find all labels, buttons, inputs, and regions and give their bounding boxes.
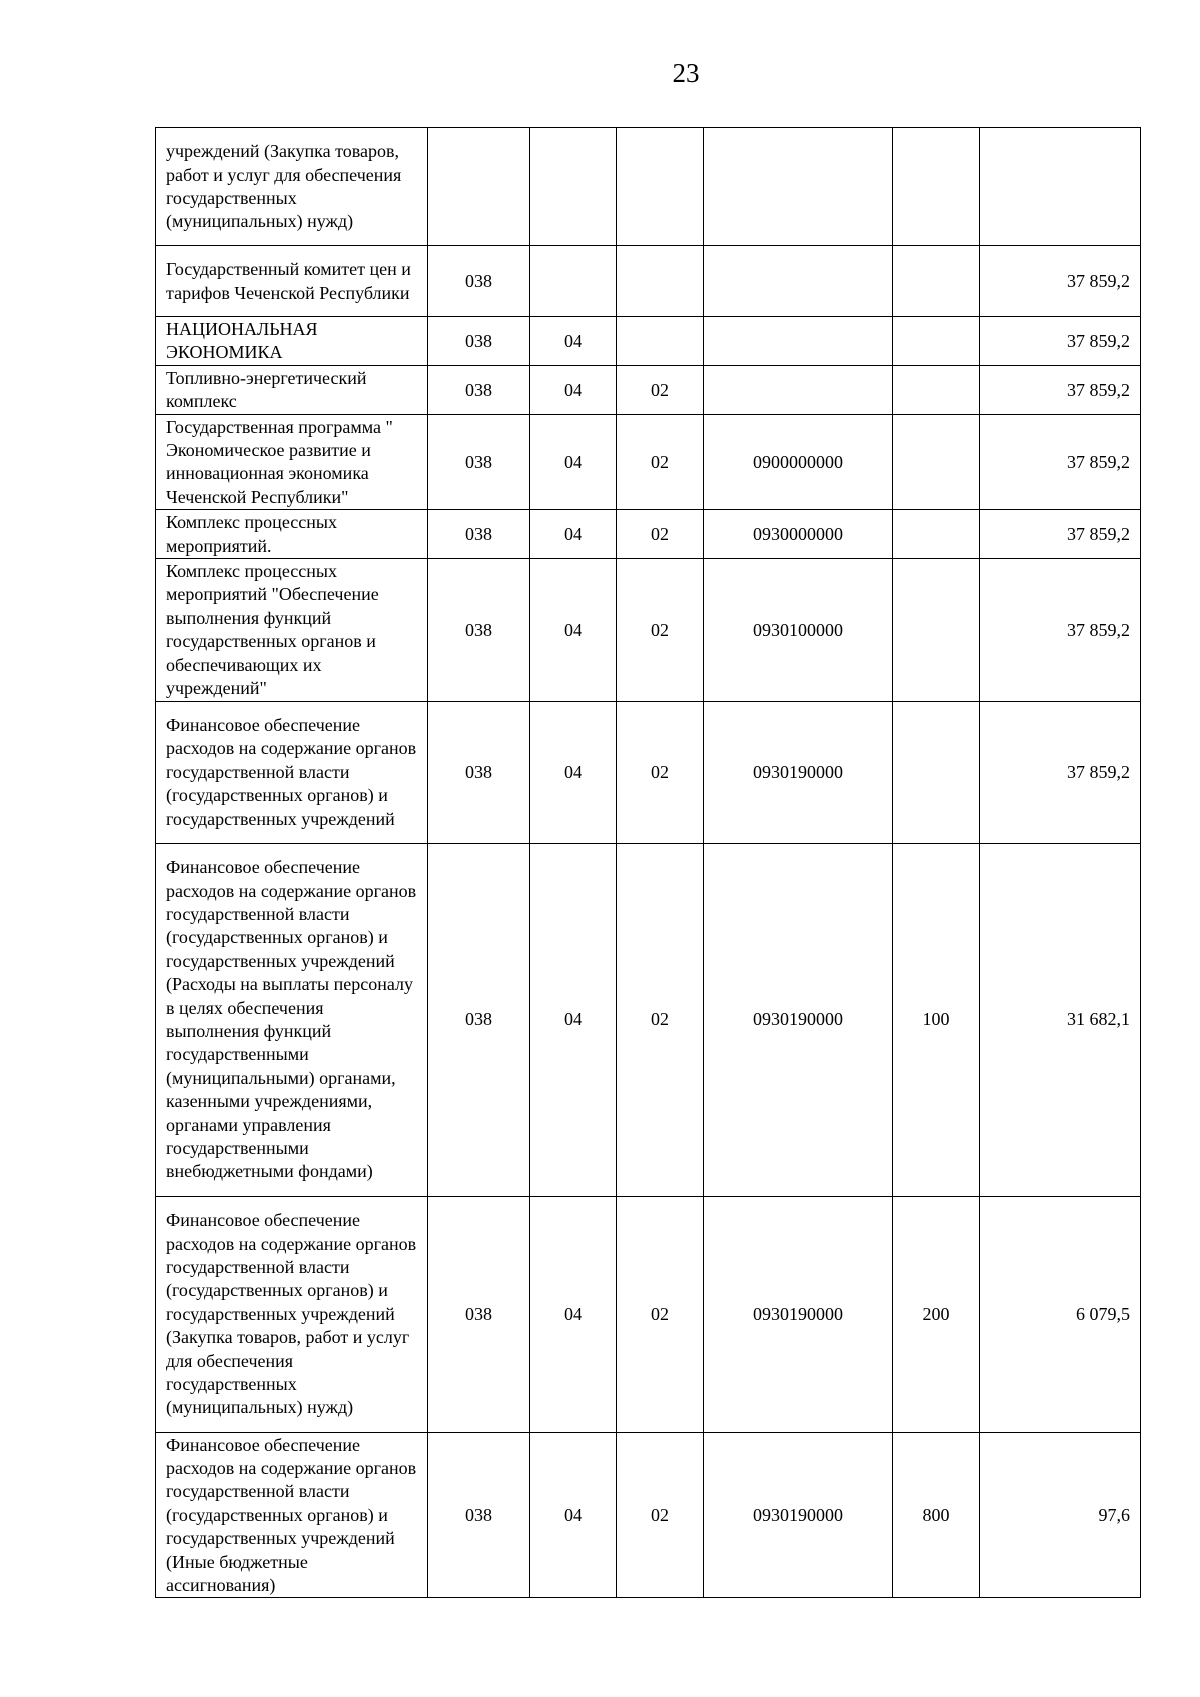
table-row: [156, 843, 1141, 1196]
expense-code: [893, 414, 980, 510]
ministry-code: 038: [428, 246, 530, 317]
expense-code: [893, 701, 980, 843]
subsection-code: 02: [617, 1196, 704, 1432]
ministry-code: 038: [428, 365, 530, 414]
ministry-code: 038: [428, 414, 530, 510]
target-code: 0930190000: [704, 843, 893, 1196]
table-row: [156, 1196, 1141, 1432]
section-code: 04: [530, 317, 617, 366]
section-code: [530, 246, 617, 317]
row-name: Финансовое обеспечение расходов на содержание органов государственной власти (государственных органов) и государственных учреждений (Иные бюджетные ассигнования): [156, 1432, 428, 1598]
amount: 37 859,2: [980, 317, 1141, 366]
subsection-code: 02: [617, 1432, 704, 1598]
table-row: [156, 365, 1141, 414]
section-code: 04: [530, 414, 617, 510]
amount: 37 859,2: [980, 246, 1141, 317]
table-row: [156, 128, 1141, 246]
target-code: 0930000000: [704, 510, 893, 559]
expense-code: [893, 246, 980, 317]
table-row: [156, 510, 1141, 559]
row-name: Финансовое обеспечение расходов на содержание органов государственной власти (государственных органов) и государственных учреждений (Закупка товаров, работ и услуг для обеспечения государственных (муниципальных) нужд): [156, 1196, 428, 1432]
amount: 37 859,2: [980, 510, 1141, 559]
expense-code: [893, 510, 980, 559]
ministry-code: 038: [428, 510, 530, 559]
row-name: Государственная программа " Экономическое развитие и инновационная экономика Чеченской Республики": [156, 414, 428, 510]
row-name: Государственный комитет цен и тарифов Чеченской Республики: [156, 246, 428, 317]
ministry-code: 038: [428, 559, 530, 701]
expense-code: 800: [893, 1432, 980, 1598]
row-name: учреждений (Закупка товаров, работ и услуг для обеспечения государственных (муниципальных) нужд): [156, 128, 428, 246]
table-row: [156, 1432, 1141, 1598]
expense-code: 200: [893, 1196, 980, 1432]
amount: 37 859,2: [980, 701, 1141, 843]
amount: 37 859,2: [980, 414, 1141, 510]
subsection-code: 02: [617, 414, 704, 510]
amount: 37 859,2: [980, 559, 1141, 701]
ministry-code: 038: [428, 1196, 530, 1432]
subsection-code: 02: [617, 843, 704, 1196]
amount: 6 079,5: [980, 1196, 1141, 1432]
table-row: [156, 246, 1141, 317]
target-code: [704, 128, 893, 246]
expense-code: [893, 559, 980, 701]
expense-code: 100: [893, 843, 980, 1196]
amount: 97,6: [980, 1432, 1141, 1598]
ministry-code: 038: [428, 843, 530, 1196]
target-code: 0900000000: [704, 414, 893, 510]
page-number: 23: [672, 58, 700, 88]
amount: 37 859,2: [980, 365, 1141, 414]
subsection-code: [617, 317, 704, 366]
section-code: 04: [530, 701, 617, 843]
section-code: 04: [530, 1432, 617, 1598]
subsection-code: 02: [617, 365, 704, 414]
section-code: 04: [530, 510, 617, 559]
subsection-code: 02: [617, 510, 704, 559]
section-code: [530, 128, 617, 246]
expense-code: [893, 317, 980, 366]
row-name: Комплекс процессных мероприятий "Обеспечение выполнения функций государственных органов и обеспечивающих их учреждений": [156, 559, 428, 701]
row-name: Комплекс процессных мероприятий.: [156, 510, 428, 559]
ministry-code: [428, 128, 530, 246]
subsection-code: 02: [617, 701, 704, 843]
row-name: Финансовое обеспечение расходов на содержание органов государственной власти (государственных органов) и государственных учреждений (Расходы на выплаты персоналу в целях обеспечения выполнения функций государственными (муниципальными) органами, казенными учреждениями, органами управления государственными внебюджетными фондами): [156, 843, 428, 1196]
table-row: [156, 559, 1141, 701]
amount: [980, 128, 1141, 246]
row-name: Финансовое обеспечение расходов на содержание органов государственной власти (государственных органов) и государственных учреждений: [156, 701, 428, 843]
target-code: [704, 365, 893, 414]
target-code: [704, 246, 893, 317]
row-name: Топливно-энергетический комплекс: [156, 365, 428, 414]
section-code: 04: [530, 559, 617, 701]
row-name: НАЦИОНАЛЬНАЯ ЭКОНОМИКА: [156, 317, 428, 366]
ministry-code: 038: [428, 1432, 530, 1598]
ministry-code: 038: [428, 317, 530, 366]
target-code: 0930190000: [704, 1432, 893, 1598]
subsection-code: 02: [617, 559, 704, 701]
expense-code: [893, 128, 980, 246]
budget-table: [155, 127, 1141, 1598]
table-body: [156, 128, 1141, 1598]
amount: 31 682,1: [980, 843, 1141, 1196]
target-code: 0930190000: [704, 701, 893, 843]
table-row: [156, 701, 1141, 843]
target-code: 0930190000: [704, 1196, 893, 1432]
table-row: [156, 414, 1141, 510]
target-code: [704, 317, 893, 366]
subsection-code: [617, 128, 704, 246]
subsection-code: [617, 246, 704, 317]
expense-code: [893, 365, 980, 414]
section-code: 04: [530, 1196, 617, 1432]
section-code: 04: [530, 843, 617, 1196]
ministry-code: 038: [428, 701, 530, 843]
section-code: 04: [530, 365, 617, 414]
target-code: 0930100000: [704, 559, 893, 701]
table-row: [156, 317, 1141, 366]
